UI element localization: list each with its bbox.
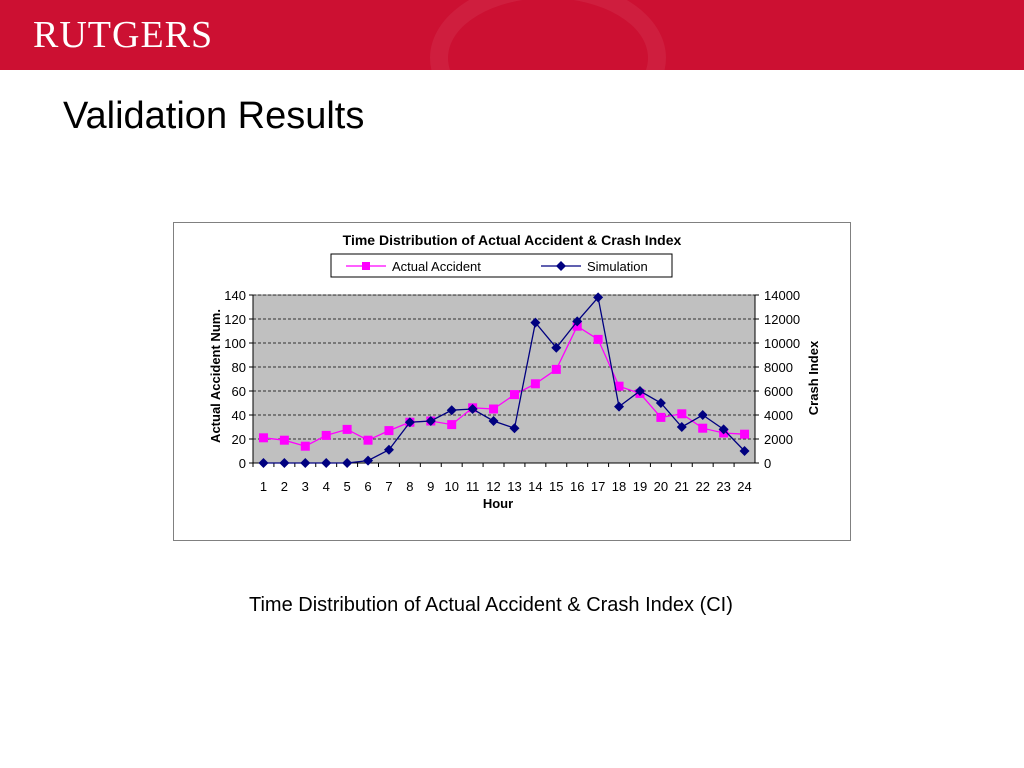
- y2-tick-label-0: 0: [764, 456, 772, 471]
- y2-axis-label: Crash Index: [806, 340, 821, 416]
- y-tick-label-4: 80: [231, 360, 246, 375]
- point-actual-21: [677, 409, 686, 418]
- point-actual-4: [322, 431, 331, 440]
- y-tick-label-6: 120: [224, 312, 246, 327]
- y-tick-label-0: 0: [238, 456, 246, 471]
- point-actual-2: [280, 436, 289, 445]
- point-actual-5: [343, 425, 352, 434]
- point-actual-10: [447, 420, 456, 429]
- rutgers-logo: RUTGERS: [33, 14, 214, 56]
- point-actual-6: [364, 436, 373, 445]
- x-tick-label-11: 12: [486, 479, 501, 494]
- y-axis-label: Actual Accident Num.: [208, 309, 223, 443]
- watermark-seal: [430, 0, 666, 70]
- y-tick-label-3: 60: [231, 384, 246, 399]
- point-actual-13: [510, 390, 519, 399]
- x-tick-label-16: 17: [590, 479, 606, 494]
- x-tick-label-5: 6: [364, 479, 372, 494]
- slide-title: Validation Results: [63, 95, 365, 137]
- x-tick-label-14: 15: [549, 479, 564, 494]
- x-tick-label-21: 22: [695, 479, 710, 494]
- y-tick-label-7: 140: [224, 288, 246, 303]
- x-tick-label-8: 9: [427, 479, 435, 494]
- point-actual-24: [740, 430, 749, 439]
- x-tick-label-3: 4: [322, 479, 330, 494]
- y2-tick-label-1: 2000: [764, 432, 793, 447]
- x-tick-label-13: 14: [528, 479, 543, 494]
- x-tick-label-7: 8: [406, 479, 414, 494]
- point-actual-14: [531, 379, 540, 388]
- point-actual-7: [384, 426, 393, 435]
- x-tick-label-4: 5: [343, 479, 351, 494]
- y-tick-label-5: 100: [224, 336, 246, 351]
- y2-tick-label-2: 4000: [764, 408, 793, 423]
- point-actual-20: [656, 413, 665, 422]
- x-tick-label-17: 18: [611, 479, 627, 494]
- y2-tick-label-4: 8000: [764, 360, 793, 375]
- y-tick-label-1: 20: [231, 432, 246, 447]
- legend-label-0: Actual Accident: [392, 259, 481, 274]
- point-actual-15: [552, 365, 561, 374]
- y-tick-label-2: 40: [231, 408, 246, 423]
- chart-container: [173, 222, 851, 541]
- x-tick-label-15: 16: [569, 479, 585, 494]
- slide-caption: Time Distribution of Actual Accident & Crash Index (CI): [249, 594, 733, 616]
- y2-tick-label-6: 12000: [764, 312, 801, 327]
- x-tick-label-0: 1: [259, 479, 268, 494]
- point-actual-22: [698, 424, 707, 433]
- y2-tick-label-5: 10000: [764, 336, 801, 351]
- chart-svg: [174, 223, 850, 540]
- chart-title: Time Distribution of Actual Accident & Crash Index: [342, 232, 682, 248]
- x-tick-label-23: 24: [737, 479, 752, 494]
- point-actual-12: [489, 405, 498, 414]
- point-actual-17: [594, 335, 603, 344]
- x-tick-label-19: 20: [653, 479, 669, 494]
- x-tick-label-18: 19: [632, 479, 648, 494]
- x-tick-label-9: 10: [444, 479, 459, 494]
- x-tick-label-12: 13: [507, 479, 522, 494]
- y2-tick-label-7: 14000: [764, 288, 801, 303]
- point-actual-1: [259, 433, 268, 442]
- x-tick-label-2: 3: [301, 479, 309, 494]
- point-actual-3: [301, 442, 310, 451]
- x-axis-label: Hour: [482, 496, 514, 511]
- x-tick-label-6: 7: [385, 479, 393, 494]
- y2-tick-label-3: 6000: [764, 384, 793, 399]
- x-tick-label-10: 11: [465, 479, 480, 494]
- legend-marker-0: [362, 262, 370, 270]
- x-tick-label-20: 21: [674, 479, 690, 494]
- header-bar: [0, 0, 1024, 70]
- x-tick-label-1: 2: [280, 479, 288, 494]
- legend-label-1: Simulation: [587, 259, 648, 274]
- x-tick-label-22: 23: [716, 479, 731, 494]
